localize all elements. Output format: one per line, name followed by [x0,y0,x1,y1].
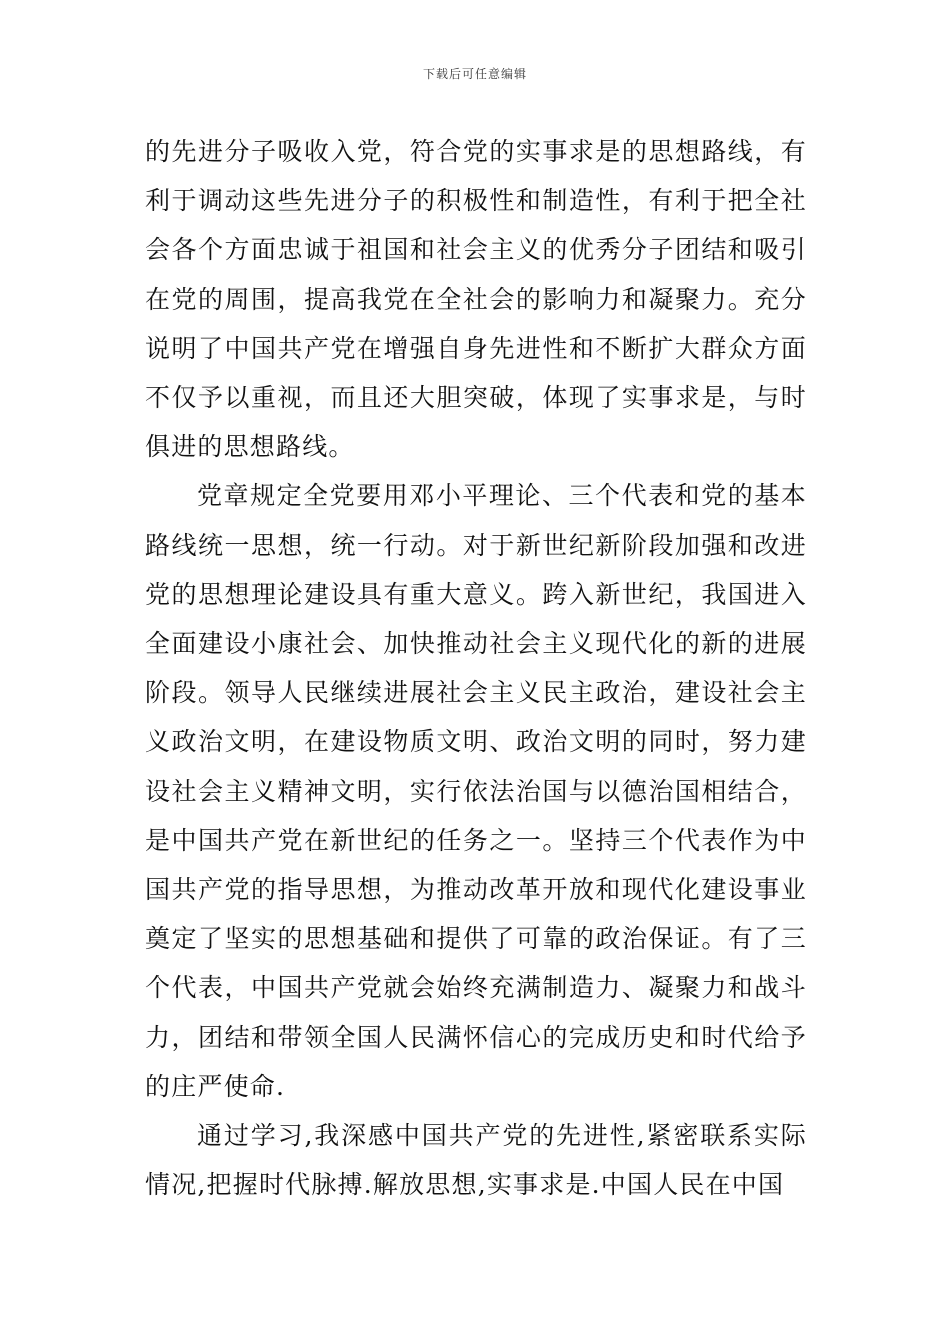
paragraph-study-reflection: 通过学习,我深感中国共产党的先进性,紧密联系实际情况,把握时代脉搏.解放思想,实事求是.中国人民在中国 [145,1121,807,1200]
document-body [145,127,807,1209]
paragraph-continuation: 的先进分子吸收入党，符合党的实事求是的思想路线，有利于调动这些先进分子的积极性和制造性，有利于把全社会各个方面忠诚于祖国和社会主义的优秀分子团结和吸引在党的周围，提高我党在全社会的影响力和凝聚力。充分说明了中国共产党在增强自身先进性和不断扩大群众方面不仅予以重视，而且还大胆突破，体现了实事求是，与时俱进的思想路线。 [145,137,807,462]
page-header: 下载后可任意编辑 [422,67,527,81]
paragraph-party-constitution: 党章规定全党要用邓小平理论、三个代表和党的基本路线统一思想，统一行动。对于新世纪新阶段加强和改进党的思想理论建设具有重大意义。跨入新世纪，我国进入全面建设小康社会、加快推动社会主义现代化的新的进展阶段。领导人民继续进展社会主义民主政治，建设社会主义政治文明，在建设物质文明、政治文明的同时，努力建设社会主义精神文明，实行依法治国与以德治国相结合，是中国共产党在新世纪的任务之一。坚持三个代表作为中国共产党的指导思想，为推动改革开放和现代化建设事业奠定了坚实的思想基础和提供了可靠的政治保证。有了三个代表，中国共产党就会始终充满制造力、凝聚力和战斗力，团结和带领全国人民满怀信心的完成历史和时代给予的庄严使命. [145,481,807,1101]
